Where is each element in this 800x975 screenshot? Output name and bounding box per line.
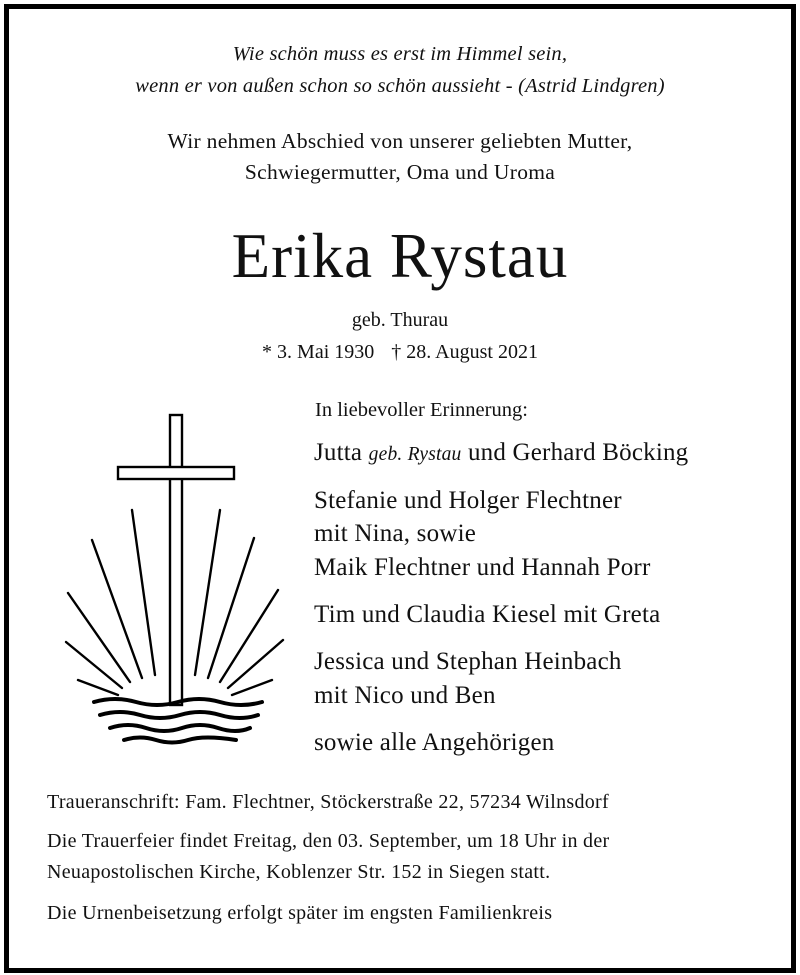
cross-sunrise-waves-emblem bbox=[60, 410, 300, 750]
intro-line-2: Schwiegermutter, Oma und Uroma bbox=[244, 160, 556, 184]
intro-line-1: Wir nehmen Abschied von unserer geliebten Mutter, bbox=[167, 129, 633, 153]
birth-date: * 3. Mai 1930 bbox=[262, 341, 375, 363]
service-line-2: Neuapostolischen Kirche, Koblenzer Str. 152 in Siegen statt. bbox=[47, 861, 551, 883]
mourner-birth-name: geb. Rystau bbox=[368, 444, 462, 465]
quote-line-1: Wie schön muss es erst im Himmel sein, bbox=[232, 43, 568, 65]
burial-note: Die Urnenbeisetzung erfolgt später im engsten Familienkreis bbox=[47, 902, 553, 924]
memorial-heading: In liebevoller Erinnerung: bbox=[315, 399, 528, 421]
quote-line-2: wenn er von außen schon so schön aussieht - (Astrid Lindgren) bbox=[135, 75, 665, 97]
mourner-line-6: Jessica und Stephan Heinbach bbox=[314, 648, 622, 675]
mourner-line-8: sowie alle Angehörigen bbox=[314, 729, 555, 756]
life-dates bbox=[0, 341, 800, 364]
mourner-rest: und Gerhard Böcking bbox=[467, 439, 689, 466]
mourner-line-4: Maik Flechtner und Hannah Porr bbox=[314, 554, 651, 581]
mourner-line-5: Tim und Claudia Kiesel mit Greta bbox=[314, 601, 661, 628]
mourning-address: Traueranschrift: Fam. Flechtner, Stöckerstraße 22, 57234 Wilnsdorf bbox=[47, 791, 609, 813]
mourner-line-3: mit Nina, sowie bbox=[314, 520, 477, 547]
death-date: † 28. August 2021 bbox=[391, 341, 538, 363]
mourner-first-name: Jutta bbox=[314, 439, 363, 466]
mourner-line-1 bbox=[314, 439, 688, 467]
mourner-line-7: mit Nico und Ben bbox=[314, 682, 496, 709]
birth-name: geb. Thurau bbox=[351, 309, 449, 331]
mourner-line-2: Stefanie und Holger Flechtner bbox=[314, 487, 622, 514]
service-line-1: Die Trauerfeier findet Freitag, den 03. September, um 18 Uhr in der bbox=[47, 830, 610, 852]
deceased-name: Erika Rystau bbox=[231, 221, 569, 291]
